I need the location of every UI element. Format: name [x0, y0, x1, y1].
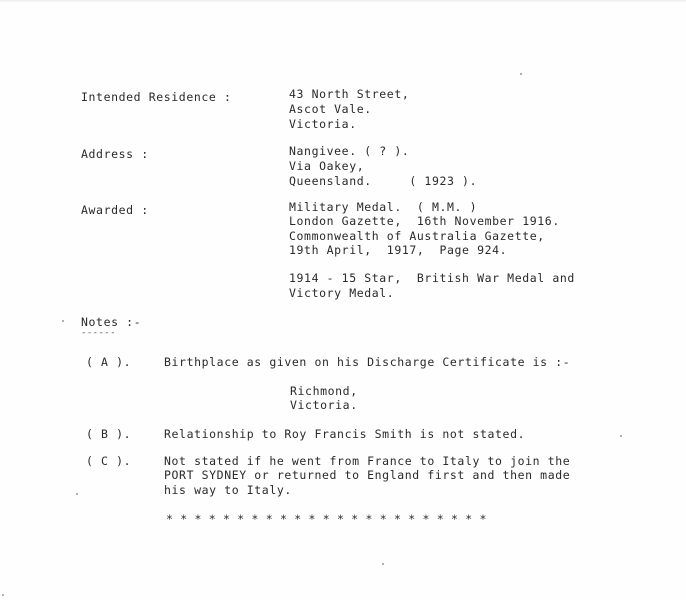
scan-speck — [620, 435, 622, 437]
residence-label: Intended Residence : — [81, 90, 232, 104]
footer-stars: * * * * * * * * * * * * * * * * * * * * * * * — [166, 512, 487, 526]
awarded-line-3: Commonwealth of Australia Gazette, — [289, 229, 545, 243]
address-line-1: Nangivee. ( ? ). — [289, 144, 410, 158]
note-a-sub-line-1: Richmond, — [290, 384, 358, 398]
awarded-line-4: 19th April, 1917, Page 924. — [289, 243, 508, 257]
address-label: Address : — [81, 147, 149, 161]
scan-speck — [382, 563, 384, 565]
residence-line-3: Victoria. — [289, 117, 357, 131]
note-b-line-1: Relationship to Roy Francis Smith is not stated. — [164, 427, 526, 441]
note-a-marker: ( A ). — [86, 355, 132, 369]
note-c-line-3: his way to Italy. — [164, 483, 292, 497]
address-line-3: Queensland. ( 1923 ). — [289, 174, 478, 188]
note-a-line-1: Birthplace as given on his Discharge Certificate is :- — [164, 355, 571, 369]
awarded-extra-line-1: 1914 - 15 Star, British War Medal and — [289, 271, 575, 285]
notes-heading: Notes :- — [81, 315, 142, 329]
awarded-line-2: London Gazette, 16th November 1916. — [289, 214, 560, 228]
address-line-2: Via Oakey, — [289, 159, 365, 173]
note-a-sub-line-2: Victoria. — [290, 398, 358, 412]
awarded-extra-line-2: Victory Medal. — [289, 286, 395, 300]
scan-edge — [0, 0, 686, 3]
note-c-line-1: Not stated if he went from France to Italy to join the — [164, 454, 571, 468]
scan-speck — [520, 73, 522, 75]
scan-speck — [76, 493, 78, 495]
note-b-marker: ( B ). — [86, 427, 132, 441]
residence-line-1: 43 North Street, — [289, 87, 410, 101]
residence-line-2: Ascot Vale. — [289, 102, 372, 116]
notes-underline: ------ — [81, 328, 116, 338]
scan-speck — [2, 594, 4, 596]
note-c-marker: ( C ). — [86, 454, 132, 468]
scan-speck — [62, 320, 64, 322]
note-c-line-2: PORT SYDNEY or returned to England first and then made — [164, 468, 571, 482]
awarded-line-1: Military Medal. ( M.M. ) — [289, 200, 478, 214]
awarded-label: Awarded : — [81, 203, 149, 217]
